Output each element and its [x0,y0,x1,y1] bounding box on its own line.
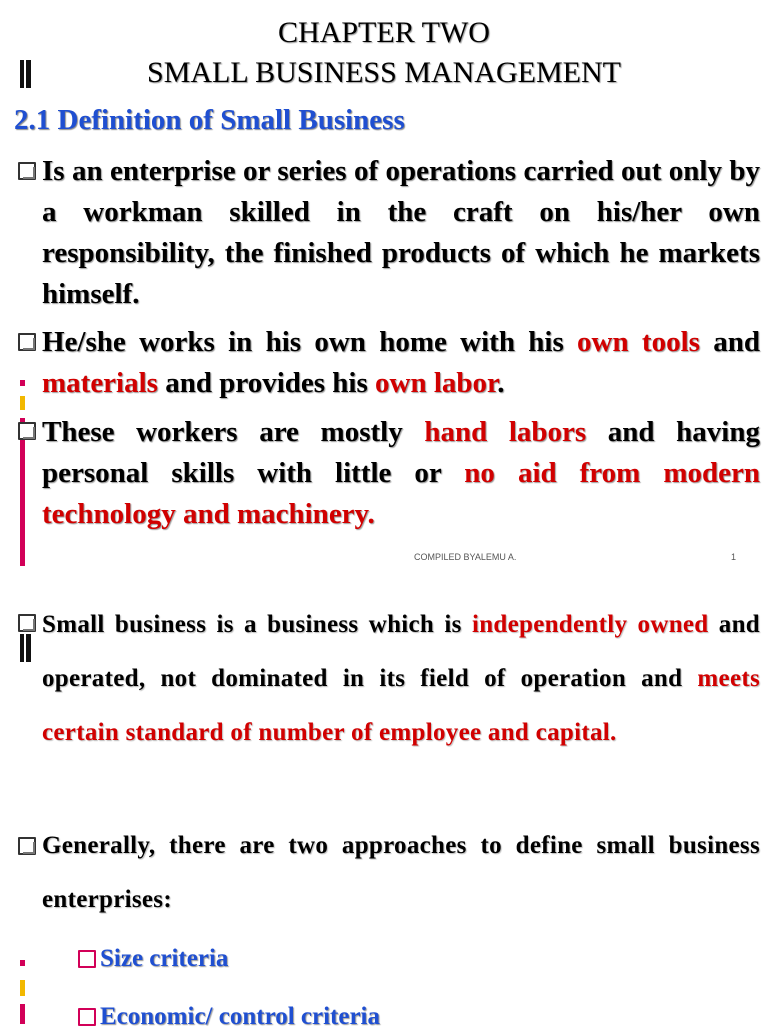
bullet-1-text: Is an enterprise or series of operations carried out only by a workman skilled in the craft on his/her own responsibility, the finished products of which he markets himself. [42,155,760,310]
bullet-2-part: He/she works in his own home with his [42,326,578,358]
highlight-no-aid: no aid from modern technology and machinery. [42,457,760,530]
accent-stripe-pink-dot [20,380,25,386]
slide2-bullet-2-text: Generally, there are two approaches to define small business enterprises: [42,832,760,913]
chapter-subtitle: SMALL BUSINESS MANAGEMENT [147,56,621,89]
highlight-independently-owned: independently owned [471,611,709,638]
page-number: 1 [731,552,737,562]
bullet-3-part: and having personal skills with little or [42,416,760,489]
sub-bullet-economic-criteria: Economic/ control criteria [100,1003,381,1030]
highlight-own-labor: own labor [375,367,498,399]
sub-checkbox-icon [78,1008,96,1026]
checkbox-bullet-icon [18,162,36,180]
highlight-hand-labors: hand labors [424,416,587,448]
slide2-bullet-1-period: . [610,719,617,746]
sub-bullet-size-criteria: Size criteria [100,945,229,972]
bullet-3-part: These workers are mostly [42,416,425,448]
checkbox-bullet-icon [18,333,36,351]
bullet-2-part: and [699,326,760,358]
slide2-marker-bar [20,634,24,662]
checkbox-bullet-icon [18,614,36,632]
checkbox-bullet-icon [18,422,36,440]
checkbox-bullet-icon [18,837,36,855]
bullet-3-text [42,412,760,535]
slide2-bullet-1-part: Small business is a business which is [42,611,472,638]
accent-stripe-pink [20,1004,25,1024]
accent-stripe-pink-dot [20,960,25,966]
accent-stripe-pink [20,418,25,566]
bullet-2-part: and provides his [157,367,376,399]
bullet-2-part: . [497,367,505,399]
highlight-materials: materials [42,367,158,399]
highlight-standard: meets certain standard of number of employee and capital [42,665,760,746]
highlight-own-tools: own tools [577,326,700,358]
footer-credit: COMPILED BYALEMU A. [414,552,517,562]
chapter-title: CHAPTER TWO [278,16,490,49]
bullet-2-text [42,322,760,404]
accent-stripe-yellow [20,980,25,996]
slide2-bullet-1-text [42,598,760,760]
sub-checkbox-icon [78,950,96,968]
slide2-marker-bar-2 [26,634,31,662]
slide2-bullet-1-part: and operated, not dominated in its field of operation and [42,611,760,692]
section-heading: 2.1 Definition of Small Business [14,104,405,136]
accent-stripe-yellow [20,396,25,410]
